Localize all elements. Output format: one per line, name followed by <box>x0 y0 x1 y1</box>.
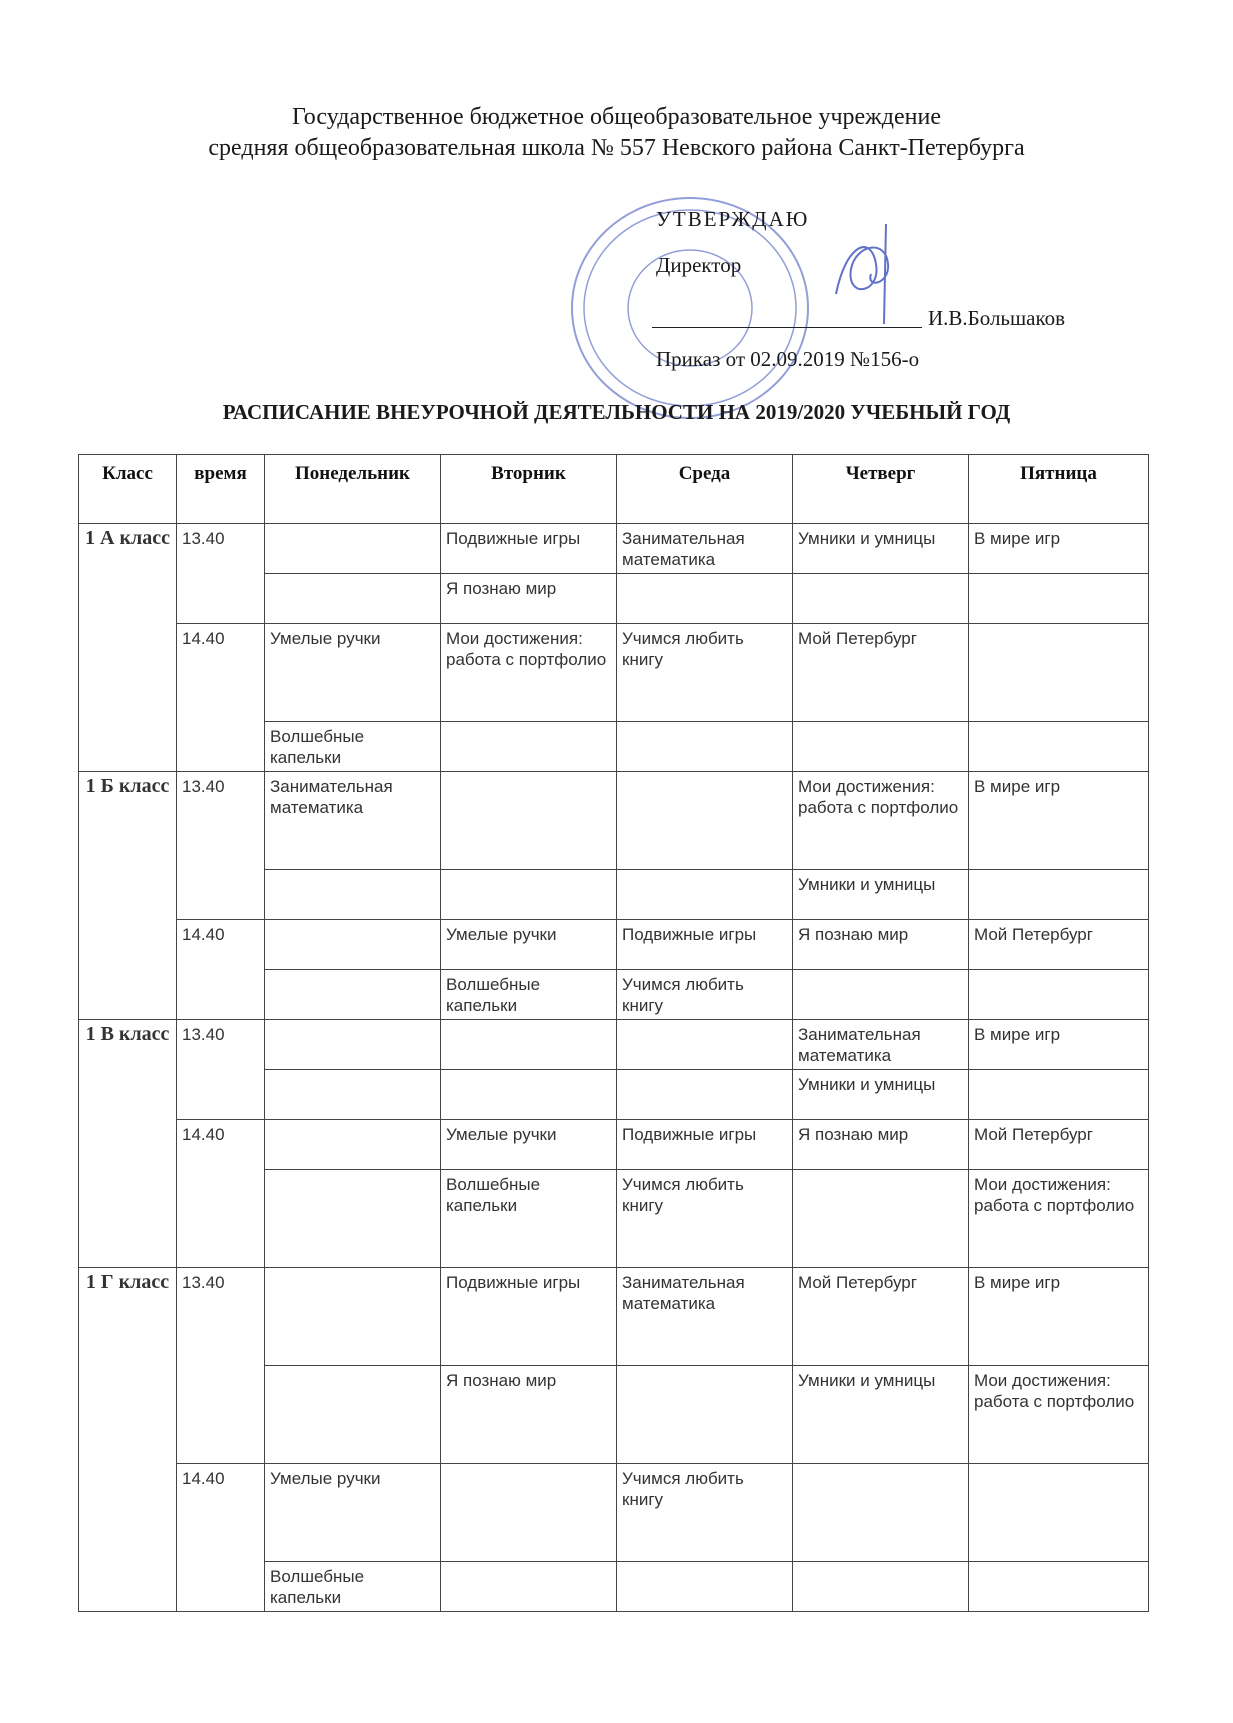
institution-name-line-2: средняя общеобразовательная школа № 557 Невского района Санкт-Петербурга <box>208 135 1025 161</box>
activity-cell <box>617 1562 793 1612</box>
activity-cell <box>617 1020 793 1070</box>
time-cell: 14.40 <box>177 624 265 772</box>
approve-label: УТВЕРЖДАЮ <box>656 207 810 231</box>
activity-cell <box>441 1562 617 1612</box>
activity-cell: Волшебные капельки <box>441 1170 617 1268</box>
activity-cell: Я познаю мир <box>441 1366 617 1464</box>
header-time: время <box>177 455 265 524</box>
activity-cell: Мои достижения: работа с портфолио <box>969 1366 1149 1464</box>
activity-cell: Подвижные игры <box>617 1120 793 1170</box>
class-name-cell: 1 В класс <box>79 1020 177 1268</box>
activity-cell <box>617 772 793 870</box>
activity-cell <box>265 1366 441 1464</box>
activity-cell <box>265 870 441 920</box>
class-name-cell: 1 А класс <box>79 524 177 772</box>
activity-cell: Подвижные игры <box>617 920 793 970</box>
activity-cell: Занимательная математика <box>617 524 793 574</box>
activity-cell: Мой Петербург <box>969 920 1149 970</box>
activity-cell <box>969 624 1149 722</box>
header-class: Класс <box>79 455 177 524</box>
director-signature <box>826 224 916 324</box>
time-cell: 13.40 <box>177 524 265 624</box>
table-row <box>79 1268 1149 1366</box>
activity-cell: Занимательная математика <box>793 1020 969 1070</box>
activity-cell <box>969 1562 1149 1612</box>
activity-cell: Учимся любить книгу <box>617 1170 793 1268</box>
activity-cell <box>441 772 617 870</box>
activity-cell: Я познаю мир <box>793 920 969 970</box>
table-row <box>79 1020 1149 1070</box>
activity-cell <box>265 1268 441 1366</box>
table-header-row <box>79 455 1149 524</box>
header-monday: Понедельник <box>265 455 441 524</box>
table-row <box>79 1464 1149 1562</box>
activity-cell <box>441 1020 617 1070</box>
activity-cell <box>265 1120 441 1170</box>
activity-cell <box>441 1070 617 1120</box>
activity-cell: В мире игр <box>969 524 1149 574</box>
activity-cell: Мои достижения: работа с портфолио <box>969 1170 1149 1268</box>
order-reference: Приказ от 02.09.2019 №156-о <box>656 347 920 371</box>
activity-cell: Учимся любить книгу <box>617 624 793 722</box>
header-friday: Пятница <box>969 455 1149 524</box>
header-thursday: Четверг <box>793 455 969 524</box>
activity-cell: Я познаю мир <box>441 574 617 624</box>
activity-cell <box>793 970 969 1020</box>
activity-cell: Умники и умницы <box>793 1366 969 1464</box>
activity-cell: Учимся любить книгу <box>617 970 793 1020</box>
activity-cell <box>969 970 1149 1020</box>
activity-cell: В мире игр <box>969 1020 1149 1070</box>
activity-cell: Учимся любить книгу <box>617 1464 793 1562</box>
director-name: И.В.Большаков <box>928 306 1066 330</box>
activity-cell: Волшебные капельки <box>441 970 617 1020</box>
time-cell: 14.40 <box>177 920 265 1020</box>
table-row <box>79 920 1149 970</box>
activity-cell: Подвижные игры <box>441 1268 617 1366</box>
activity-cell <box>441 1464 617 1562</box>
activity-cell: Умники и умницы <box>793 870 969 920</box>
activity-cell: Я познаю мир <box>793 1120 969 1170</box>
activity-cell <box>441 722 617 772</box>
time-cell: 13.40 <box>177 1020 265 1120</box>
activity-cell: Мой Петербург <box>969 1120 1149 1170</box>
activity-cell: Умелые ручки <box>265 624 441 722</box>
time-cell: 14.40 <box>177 1464 265 1612</box>
activity-cell: Умелые ручки <box>441 1120 617 1170</box>
activity-cell <box>265 1070 441 1120</box>
activity-cell <box>265 920 441 970</box>
header-wednesday: Среда <box>617 455 793 524</box>
activity-cell <box>617 870 793 920</box>
table-row <box>79 524 1149 574</box>
activity-cell <box>617 1366 793 1464</box>
activity-cell: Мой Петербург <box>793 624 969 722</box>
activity-cell <box>265 1020 441 1070</box>
activity-cell: Занимательная математика <box>265 772 441 870</box>
activity-cell <box>265 524 441 574</box>
activity-cell <box>793 574 969 624</box>
document-title: РАСПИСАНИЕ ВНЕУРОЧНОЙ ДЕЯТЕЛЬНОСТИ НА 2019/2020 УЧЕБНЫЙ ГОД <box>222 400 1011 424</box>
header-tuesday: Вторник <box>441 455 617 524</box>
time-cell: 13.40 <box>177 772 265 920</box>
activity-cell <box>969 1070 1149 1120</box>
time-cell: 14.40 <box>177 1120 265 1268</box>
activity-cell <box>969 574 1149 624</box>
activity-cell <box>617 1070 793 1120</box>
activity-cell: В мире игр <box>969 772 1149 870</box>
table-row <box>79 1120 1149 1170</box>
activity-cell <box>617 574 793 624</box>
activity-cell: Мои достижения: работа с портфолио <box>441 624 617 722</box>
activity-cell <box>265 1170 441 1268</box>
time-cell: 13.40 <box>177 1268 265 1464</box>
activity-cell: В мире игр <box>969 1268 1149 1366</box>
activity-cell <box>969 870 1149 920</box>
activity-cell <box>793 722 969 772</box>
activity-cell: Подвижные игры <box>441 524 617 574</box>
signature-line <box>652 327 922 328</box>
activity-cell: Занимательная математика <box>617 1268 793 1366</box>
activity-cell <box>793 1170 969 1268</box>
class-name-cell: 1 Б класс <box>79 772 177 1020</box>
activity-cell: Умники и умницы <box>793 524 969 574</box>
activity-cell: Волшебные капельки <box>265 1562 441 1612</box>
activity-cell: Умники и умницы <box>793 1070 969 1120</box>
activity-cell <box>969 1464 1149 1562</box>
activity-cell <box>793 1464 969 1562</box>
table-row <box>79 624 1149 722</box>
director-position: Директор <box>656 253 742 277</box>
activity-cell: Умелые ручки <box>265 1464 441 1562</box>
activity-cell: Волшебные капельки <box>265 722 441 772</box>
activity-cell <box>265 574 441 624</box>
table-row <box>79 772 1149 870</box>
activity-cell <box>617 722 793 772</box>
activity-cell: Умелые ручки <box>441 920 617 970</box>
activity-cell <box>969 722 1149 772</box>
schedule-table <box>78 454 1149 1612</box>
class-name-cell: 1 Г класс <box>79 1268 177 1612</box>
activity-cell <box>793 1562 969 1612</box>
institution-name-line-1: Государственное бюджетное общеобразовательное учреждение <box>292 104 941 130</box>
activity-cell: Мой Петербург <box>793 1268 969 1366</box>
activity-cell <box>441 870 617 920</box>
activity-cell <box>265 970 441 1020</box>
activity-cell: Мои достижения: работа с портфолио <box>793 772 969 870</box>
